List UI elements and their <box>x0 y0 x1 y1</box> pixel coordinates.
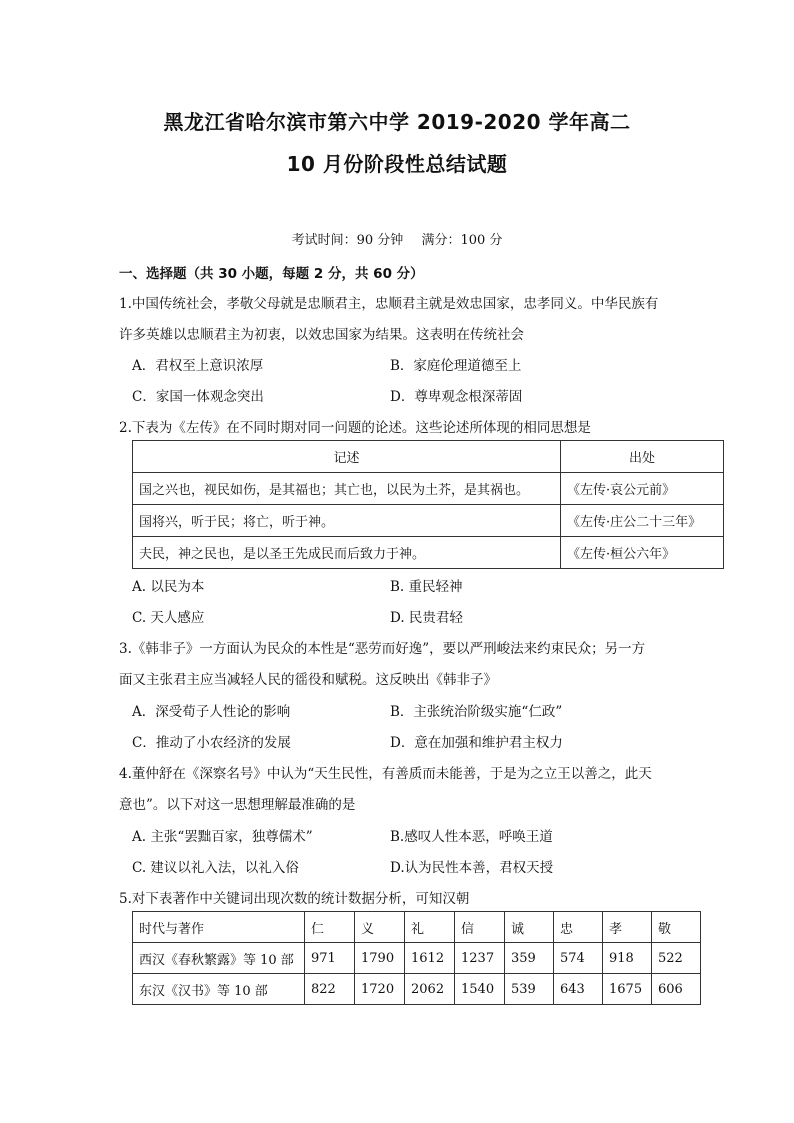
table-header-cell: 诚 <box>505 912 554 943</box>
table-cell: 822 <box>305 974 355 1005</box>
question-5-text: 5.对下表著作中关键词出现次数的统计数据分析，可知汉朝 <box>119 891 470 907</box>
table-cell: 918 <box>603 943 652 974</box>
table-header-cell: 礼 <box>405 912 455 943</box>
question-4-text: 4.董仲舒在《深察名号》中认为“天生民性，有善质而未能善，于是为之立王以善之，此天 <box>119 766 652 782</box>
table-cell: 夫民，神之民也，是以圣王先成民而后致力于神。 <box>133 537 561 569</box>
table-cell: 1237 <box>455 943 505 974</box>
exam-info <box>0 229 794 248</box>
table-header-cell: 忠 <box>554 912 603 943</box>
table-cell: 2062 <box>405 974 455 1005</box>
q4-option-c: C. 建议以礼入法，以礼入俗 <box>132 860 299 876</box>
q4-option-b: B.感叹人性本恶，呼唤王道 <box>390 829 553 845</box>
table-header-cell: 仁 <box>305 912 355 943</box>
table-cell: 1612 <box>405 943 455 974</box>
table-header-cell: 义 <box>355 912 405 943</box>
exam-score: 满分：100 分 <box>421 233 503 248</box>
table-cell: 522 <box>652 943 701 974</box>
table-header-row <box>133 912 701 943</box>
question-1-text-cont: 许多英雄以忠顺君主为初衷，以效忠国家为结果。这表明在传统社会 <box>119 327 524 343</box>
table-cell: 《左传·庄公二十三年》 <box>561 505 724 537</box>
table-cell: 1540 <box>455 974 505 1005</box>
question-2-text: 2.下表为《左传》在不同时期对同一问题的论述。这些论述所体现的相同思想是 <box>119 420 591 436</box>
table-header-cell: 时代与著作 <box>133 912 305 943</box>
table-cell: 539 <box>505 974 554 1005</box>
exam-time: 考试时间：90 分钟 <box>291 233 404 248</box>
table-row <box>133 473 724 505</box>
table-row <box>133 505 724 537</box>
table-cell: 《左传·桓公六年》 <box>561 537 724 569</box>
q4-option-a: A. 主张“罢黜百家，独尊儒术” <box>132 829 313 845</box>
table-cell: 《左传·哀公元前》 <box>561 473 724 505</box>
table-cell: 574 <box>554 943 603 974</box>
table-header-cell: 信 <box>455 912 505 943</box>
question-1-text: 1.中国传统社会，孝敬父母就是忠顺君主，忠顺君主就是效忠国家，忠孝同义。中华民族有 <box>119 296 659 312</box>
table-cell: 1675 <box>603 974 652 1005</box>
section-heading: 一、选择题（共 30 小题，每题 2 分，共 60 分） <box>119 266 424 282</box>
table-header-cell: 记述 <box>133 441 561 473</box>
q3-option-d: D．意在加强和维护君主权力 <box>390 735 563 751</box>
table-header-cell: 敬 <box>652 912 701 943</box>
table-cell: 359 <box>505 943 554 974</box>
q3-option-c: C．推动了小农经济的发展 <box>132 735 291 751</box>
table-row <box>133 537 724 569</box>
question-3-text: 3.《韩非子》一方面认为民众的本性是“恶劳而好逸”，要以严刑峻法来约束民众；另一方 <box>119 641 646 657</box>
q1-option-b: B．家庭伦理道德至上 <box>390 358 522 374</box>
table-cell: 国之兴也，视民如伤，是其福也；其亡也，以民为土芥，是其祸也。 <box>133 473 561 505</box>
q1-option-c: C．家国一体观念突出 <box>132 389 264 405</box>
table-header-cell: 孝 <box>603 912 652 943</box>
table-cell: 1790 <box>355 943 405 974</box>
q2-option-c: C. 天人感应 <box>132 610 205 626</box>
table-header-cell: 出处 <box>561 441 724 473</box>
q3-option-b: B．主张统治阶级实施“仁政” <box>390 704 563 720</box>
q1-option-d: D．尊卑观念根深蒂固 <box>390 389 523 405</box>
table-cell: 971 <box>305 943 355 974</box>
table-cell: 643 <box>554 974 603 1005</box>
table-row <box>133 943 701 974</box>
question-3-text-cont: 面又主张君主应当减轻人民的徭役和赋税。这反映出《韩非子》 <box>119 672 497 688</box>
exam-title-line-2: 10 月份阶段性总结试题 <box>286 152 508 176</box>
q2-table <box>132 440 724 569</box>
q2-option-b: B. 重民轻神 <box>390 579 463 595</box>
q4-option-d: D.认为民性本善，君权天授 <box>390 860 554 876</box>
table-cell: 1720 <box>355 974 405 1005</box>
table-cell: 东汉《汉书》等 10 部 <box>133 974 305 1005</box>
table-cell: 606 <box>652 974 701 1005</box>
table-cell: 国将兴，听于民；将亡，听于神。 <box>133 505 561 537</box>
exam-title-line-1: 黑龙江省哈尔滨市第六中学 2019-2020 学年高二 <box>163 110 631 134</box>
table-row <box>133 974 701 1005</box>
q3-option-a: A．深受荀子人性论的影响 <box>132 704 291 720</box>
table-header-row <box>133 441 724 473</box>
q2-option-d: D. 民贵君轻 <box>390 610 463 626</box>
table-cell: 西汉《春秋繁露》等 10 部 <box>133 943 305 974</box>
q1-option-a: A．君权至上意识浓厚 <box>132 358 264 374</box>
q5-table <box>132 911 701 1005</box>
question-4-text-cont: 意也”。以下对这一思想理解最准确的是 <box>119 797 356 813</box>
q2-option-a: A. 以民为本 <box>132 579 205 595</box>
